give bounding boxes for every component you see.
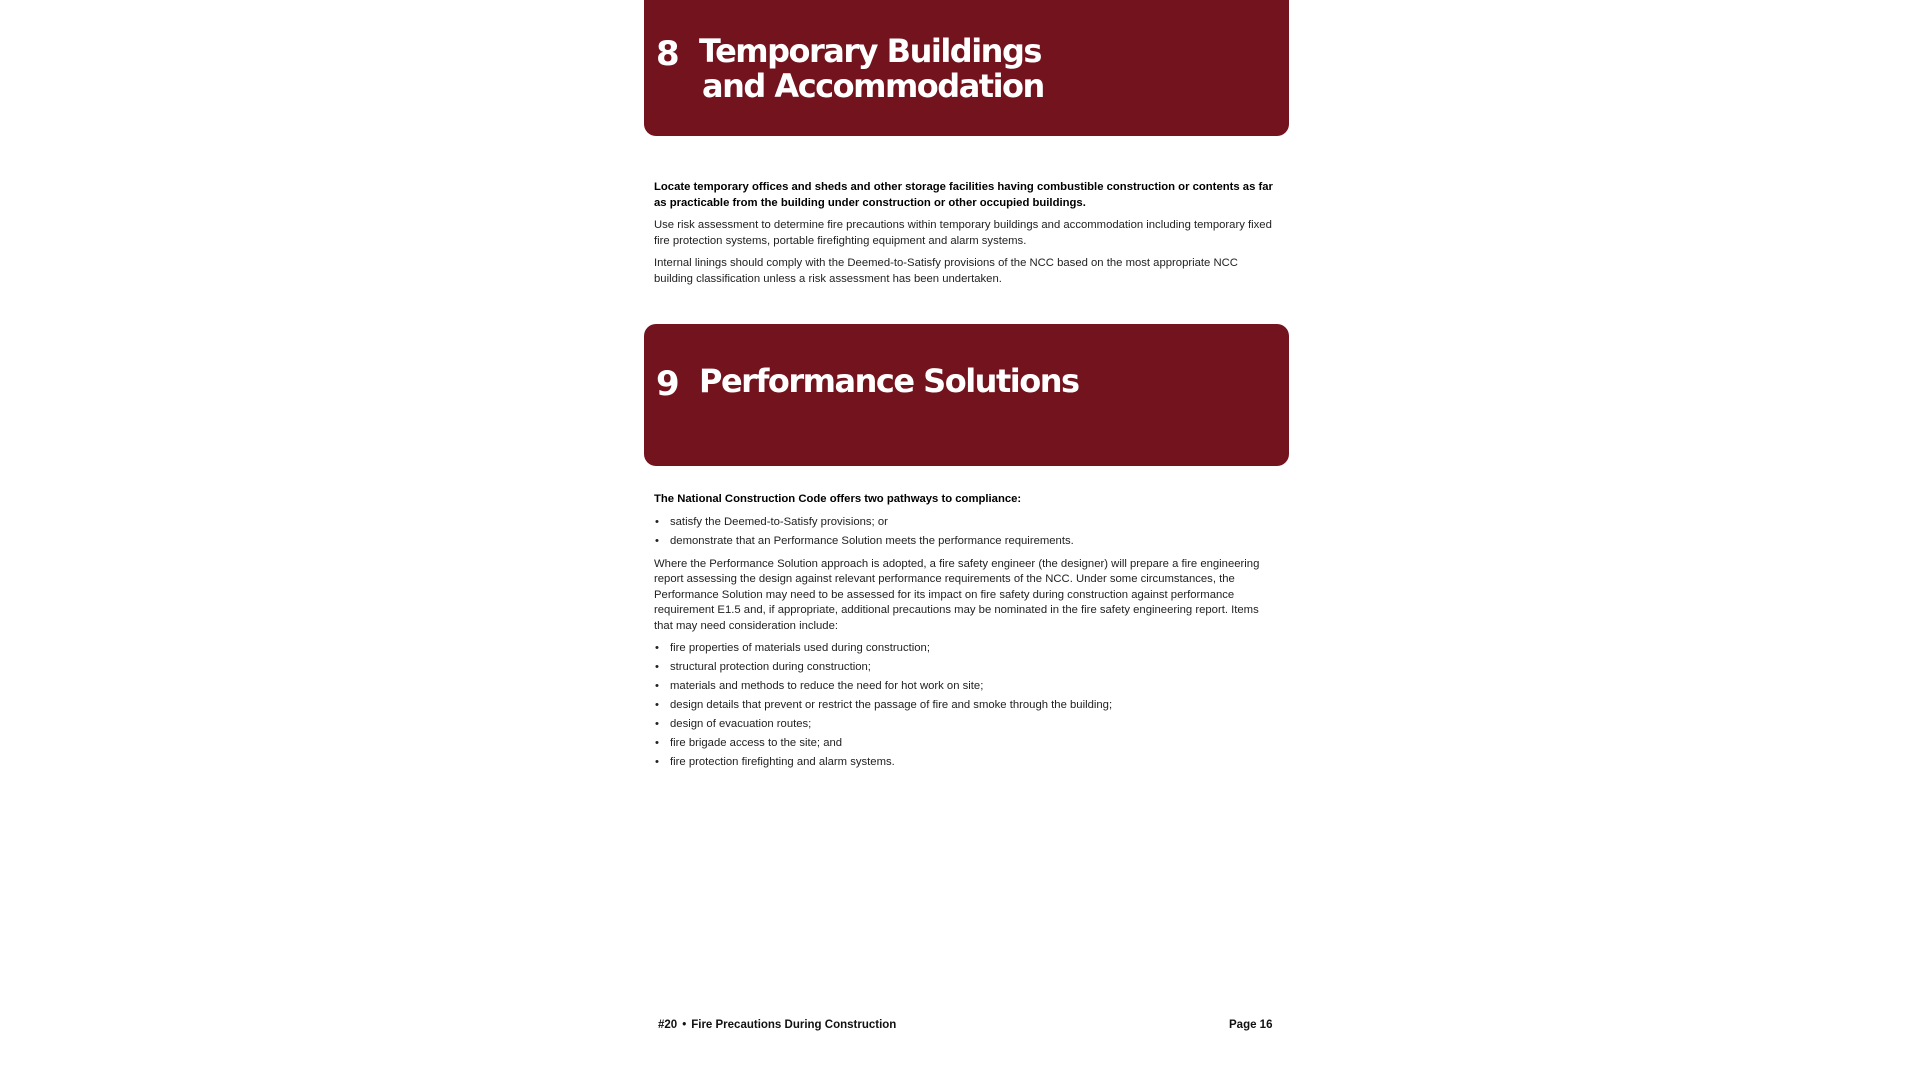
section-9-number: 9: [656, 364, 679, 404]
section-8-banner: [644, 0, 1289, 136]
list-item: • fire brigade access to the site; and: [654, 736, 1279, 752]
section-9-lead: The National Construction Code offers two pathways to compliance:: [654, 493, 1022, 505]
footer-doc-number: #20: [658, 1019, 678, 1031]
section-9-title: Performance Solutions: [699, 362, 1079, 400]
section-8-lead: Locate temporary offices and sheds and other storage facilities having combustible construction or contents as far as practicable from the building under construction or other occupied buildings.: [654, 181, 1273, 209]
list-item: • materials and methods to reduce the need for hot work on site;: [654, 679, 1279, 695]
list-item: • design of evacuation routes;: [654, 717, 1279, 733]
section-8-paragraph: Internal linings should comply with the Deemed-to-Satisfy provisions of the NCC based on the most appropriate NCC building classification unless a risk assessment has been undertaken.: [654, 257, 1238, 285]
pathways-list: [654, 515, 1279, 550]
section-8-paragraph: Use risk assessment to determine fire precautions within temporary buildings and accommodation including temporary fixed fire protection systems, portable firefighting equipment and alarm systems.: [654, 219, 1272, 247]
list-item: • structural protection during construction;: [654, 660, 1279, 676]
section-8-title-line1: Temporary Buildings: [699, 32, 1041, 70]
list-item: • fire properties of materials used during construction;: [654, 641, 1279, 657]
section-8-body: [654, 180, 1279, 294]
list-item: • design details that prevent or restrict the passage of fire and smoke through the building;: [654, 698, 1279, 714]
section-9-body: [654, 492, 1279, 778]
list-item: • fire protection firefighting and alarm systems.: [654, 755, 1279, 771]
section-8-title-line2: and Accommodation: [702, 67, 1044, 105]
consideration-items-list: [654, 641, 1279, 771]
footer-page-number: Page 16: [1229, 1019, 1273, 1031]
list-item: • satisfy the Deemed-to-Satisfy provisions; or: [654, 515, 1279, 531]
section-8-number: 8: [656, 34, 679, 74]
list-item: • demonstrate that an Performance Solution meets the performance requirements.: [654, 534, 1279, 550]
footer-separator: •: [682, 1019, 687, 1031]
section-9-banner: [644, 324, 1289, 466]
section-8-title: [699, 34, 1044, 104]
footer-document-title: [658, 1019, 896, 1031]
footer-doc-title: Fire Precautions During Construction: [691, 1019, 897, 1031]
section-9-paragraph: Where the Performance Solution approach is adopted, a fire safety engineer (the designer) will prepare a fire engineering report assessing the design against relevant performance requirements of the NCC. Under some circumstances, the Performance Solution may need to be assessed for its impact on fire safety during construction against performance requirement E1.5 and, if appropriate, additional precautions may be nominated in the fire safety engineering report. Items that may need consideration include:: [654, 557, 1260, 632]
